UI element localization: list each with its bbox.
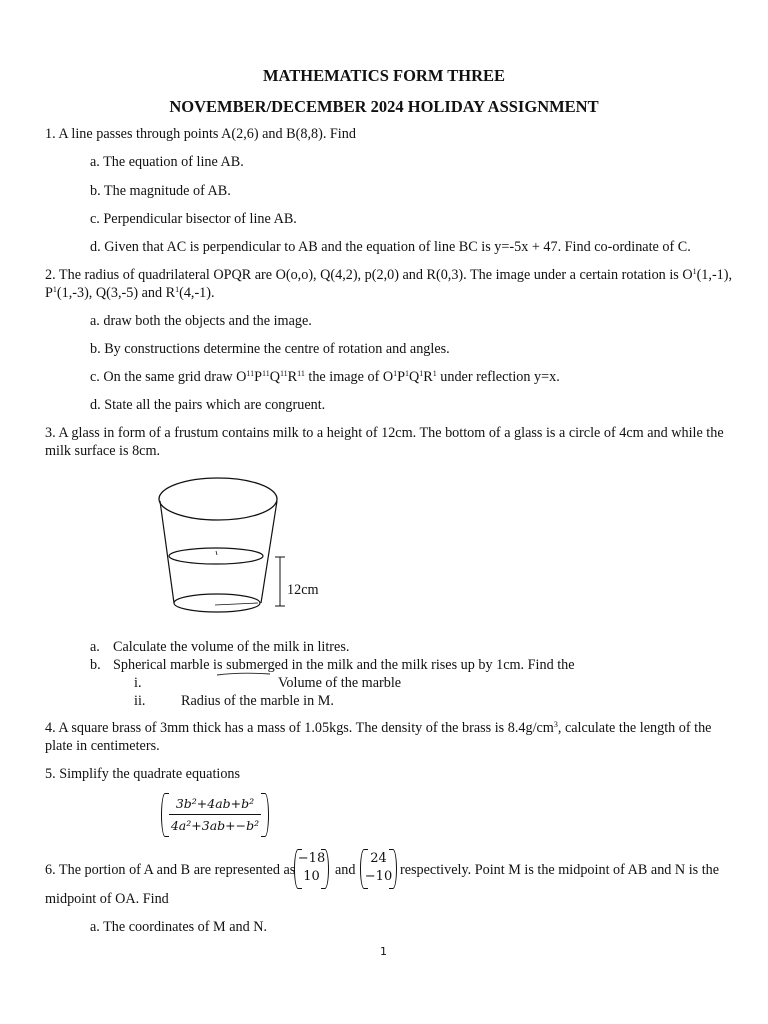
question-1d: d. Given that AC is perpendicular to AB and the equation of line BC is y=-5x + 47. Find co-ordinate of C.	[90, 239, 691, 255]
question-6-post: respectively. Point M is the midpoint of AB and N is the	[400, 862, 720, 878]
question-4-line1: 4. A square brass of 3mm thick has a mass of 1.05kgs. The density of the brass is $8.4g/cm^3$, calculate the length of the	[45, 720, 712, 736]
vector-b-x: 24	[370, 851, 387, 866]
question-3-stem-line1: 3. A glass in form of a frustum contains milk to a height of 12cm. The bottom of a glass is a circle of 4cm and while the	[45, 425, 724, 441]
vector-b	[360, 849, 397, 889]
question-3a: Calculate the volume of the milk in litres.	[113, 639, 350, 655]
question-2d: d. State all the pairs which are congruent.	[90, 397, 326, 413]
vector-a-x: −18	[297, 851, 326, 866]
handwritten-underline	[215, 670, 275, 678]
fraction-bar	[169, 814, 261, 815]
question-2b: b. By constructions determine the centre of rotation and angles.	[90, 341, 450, 357]
vector-b-y: −10	[364, 869, 393, 884]
height-label: 12cm	[287, 582, 319, 598]
question-5-stem: 5. Simplify the quadrate equations	[45, 766, 241, 782]
vector-a	[294, 849, 329, 889]
question-1-stem: 1. A line passes through points A(2,6) and B(8,8). Find	[45, 126, 356, 142]
question-2-stem-line2: $P^1(1,-3)$, Q(3,-5) and $R^1(4,-1)$.	[45, 285, 215, 301]
question-3-stem-line2: milk surface is 8cm.	[45, 443, 161, 459]
fraction-denominator: 4a²+3ab+−b²	[170, 818, 260, 833]
question-1b: b. The magnitude of AB.	[90, 183, 231, 199]
question-6-and: and	[335, 862, 356, 878]
question-5-expression	[161, 793, 269, 837]
question-6a: a. The coordinates of M and N.	[90, 919, 268, 935]
question-3b: Spherical marble is submerged in the milk and the milk rises up by 1cm. Find the	[113, 657, 575, 673]
question-3bi: Volume of the marble	[278, 675, 402, 691]
question-4-line2: plate in centimeters.	[45, 738, 160, 754]
document-subtitle: NOVEMBER/DECEMBER 2024 HOLIDAY ASSIGNMENT	[169, 97, 599, 116]
question-6-line2: midpoint of OA. Find	[45, 891, 169, 907]
question-3bii: Radius of the marble in M.	[181, 693, 334, 709]
base-radius-line	[215, 603, 258, 605]
question-3a-marker: a.	[90, 639, 100, 655]
milk-surface	[169, 548, 263, 564]
fraction-numerator: 3b²+4ab+b²	[175, 796, 255, 811]
question-6-pre: 6. The portion of A and B are represented as	[45, 862, 296, 878]
glass-left-side	[160, 501, 174, 603]
question-3bii-marker: ii.	[134, 693, 146, 709]
question-2-stem-line1: 2. The radius of quadrilateral OPQR are O(o,o), Q(4,2), p(2,0) and R(0,3). The image under a certain rotation is $O^1(1,-1)$,	[45, 267, 733, 283]
question-2a: a. draw both the objects and the image.	[90, 313, 312, 329]
glass-base	[174, 594, 260, 612]
page-number: 1	[380, 945, 387, 958]
frustum-glass-figure	[150, 470, 350, 620]
question-1c: c. Perpendicular bisector of line AB.	[90, 211, 297, 227]
document-title: MATHEMATICS FORM THREE	[262, 66, 505, 85]
glass-right-side	[261, 501, 277, 603]
question-3b-marker: b.	[90, 657, 101, 673]
milk-surface-radius-mark	[216, 551, 217, 555]
glass-top-rim	[159, 478, 277, 520]
vector-a-y: 10	[303, 869, 320, 884]
question-2c: c. On the same grid draw $O^{11}P^{11}Q^{11}R^{11}$ the image of $O^1P^1Q^1R^1$ under reflection y=x.	[90, 369, 560, 385]
question-3bi-marker: i.	[134, 675, 142, 691]
question-1a: a. The equation of line AB.	[90, 154, 244, 170]
